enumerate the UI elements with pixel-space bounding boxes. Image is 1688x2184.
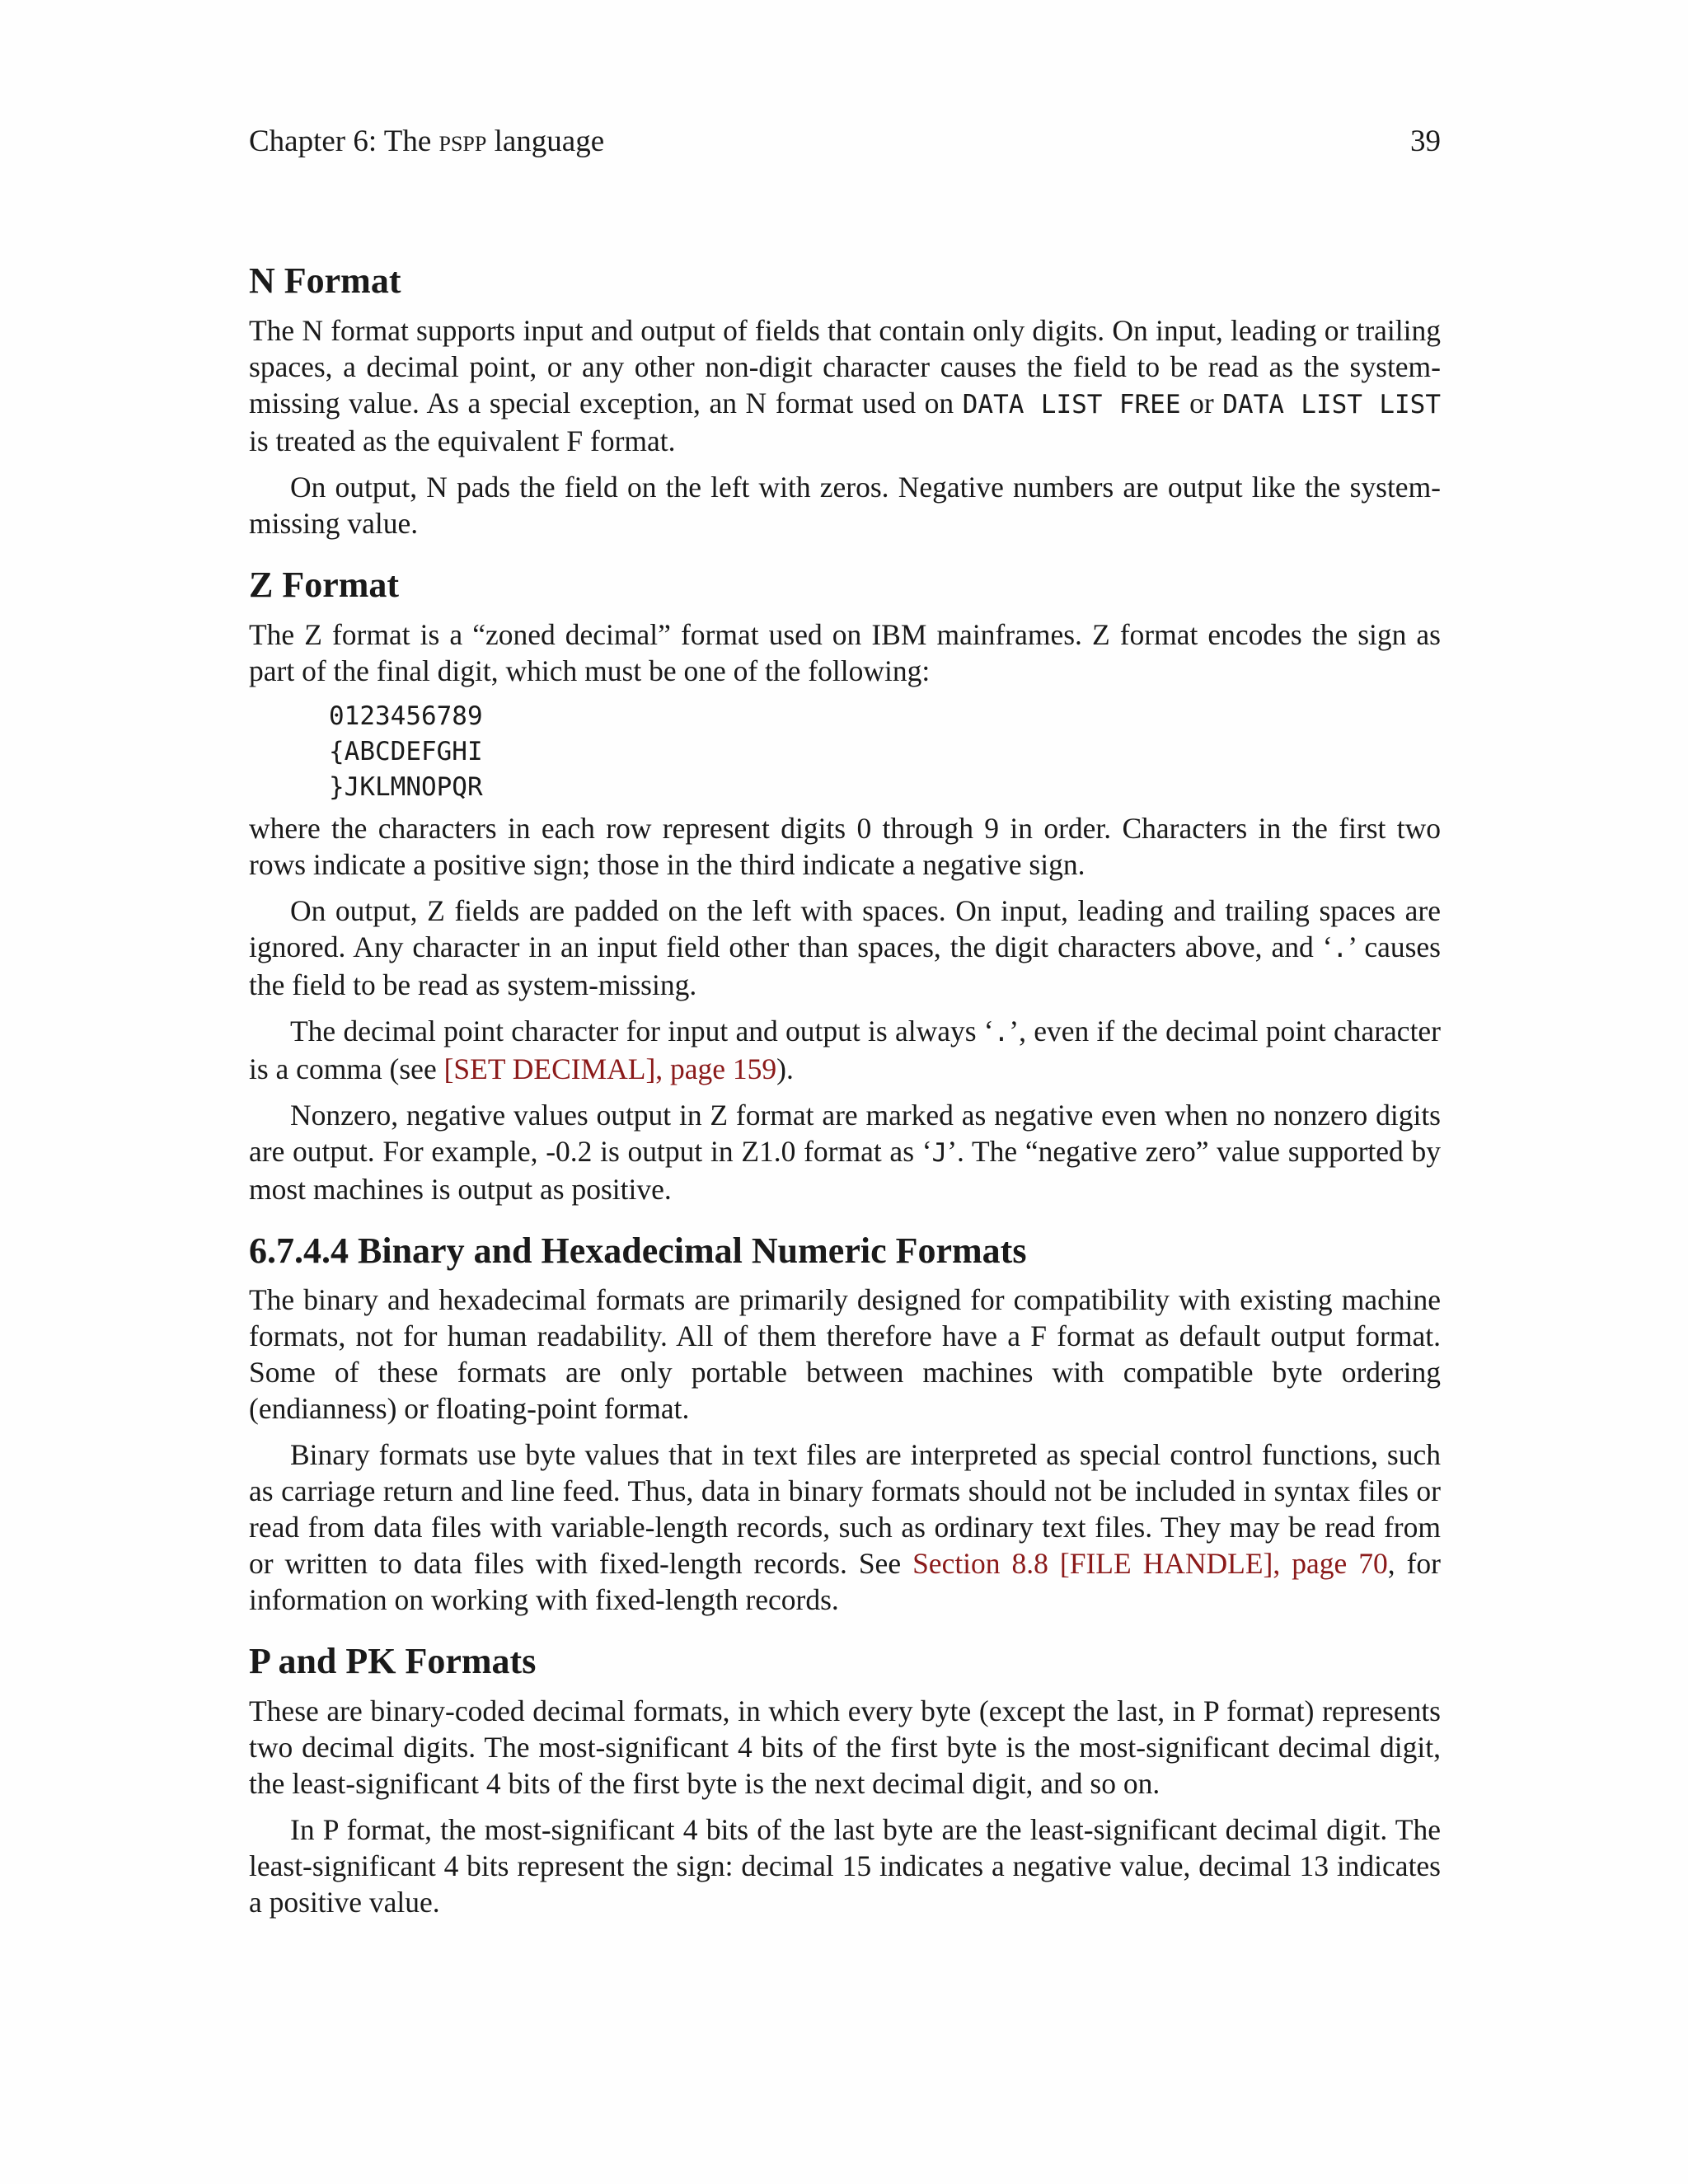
p-pk-format-heading: P and PK Formats — [249, 1641, 537, 1682]
code-line: {ABCDEFGHI — [329, 736, 483, 766]
n-format-paragraph-1: The N format supports input and output of fields that contain only digits. On input, leading or trailing spaces, a decimal point, or any other non-digit character causes the field to be read as the system-missing value. As a special exception, an N format used on DATA LIST FREE or DATA LIST LIST is treated as the equivalent F format. — [249, 313, 1441, 457]
zoned-digits-code-block — [329, 699, 1441, 805]
z-format-heading: Z Format — [249, 564, 400, 605]
chapter-pspp: pspp — [438, 124, 487, 158]
p-pk-paragraph-1: These are binary-coded decimal formats, in which every byte (except the last, in P format) represents two decimal digits. The most-significant 4 bits of the first byte is the most-significant decimal digit, the least-significant 4 bits of the first byte is the next decimal digit, and so on. — [249, 1694, 1441, 1800]
chapter-suffix: language — [486, 124, 605, 158]
chapter-prefix: Chapter 6: The — [249, 124, 439, 158]
p-pk-paragraph-2: In P format, the most-significant 4 bits of the last byte are the least-significant decimal digit. The least-significant 4 bits represent the sign: decimal 15 indicates a negative value, decimal 13 indicates a positive value. — [249, 1812, 1441, 1919]
chapter-title — [249, 124, 604, 160]
file-handle-link[interactable]: Section 8.8 [FILE HANDLE], page 70 — [912, 1547, 1388, 1581]
code-line: }JKLMNOPQR — [329, 771, 483, 802]
set-decimal-link[interactable]: [SET DECIMAL], page 159 — [443, 1052, 777, 1085]
page-number: 39 — [1410, 124, 1441, 158]
z-format-paragraph-2: where the characters in each row represent digits 0 through 9 in order. Characters in the first two rows indicate a positive sign; those in the third indicate a negative sign. — [249, 811, 1441, 881]
binary-paragraph-2: Binary formats use byte values that in text files are interpreted as special control functions, such as carriage return and line feed. Thus, data in binary formats should not be included in syntax files or read from data files with variable-length records, such as ordinary text files. They may be read from or written to data files with fixed-length records. See Section 8.8 [FILE HANDLE], page 70, for information on working with fixed-length records. — [249, 1438, 1441, 1617]
code-line: 0123456789 — [329, 701, 483, 731]
code-data-list-free: DATA LIST FREE — [962, 389, 1181, 419]
page — [249, 124, 1441, 1930]
running-head — [249, 124, 1441, 160]
code-data-list-list: DATA LIST LIST — [1222, 389, 1441, 419]
z-format-paragraph-4: The decimal point character for input and output is always ‘.’, even if the decimal point character is a comma (see [SET DECIMAL], page 159). — [249, 1014, 1442, 1085]
z-format-paragraph-1: The Z format is a “zoned decimal” format used on IBM mainframes. Z format encodes the sign as part of the final digit, which must be one of the following: — [249, 617, 1441, 687]
n-format-paragraph-2: On output, N pads the field on the left with zeros. Negative numbers are output like the system-missing value. — [249, 470, 1441, 540]
binary-hex-heading: 6.7.4.4 Binary and Hexadecimal Numeric Formats — [249, 1230, 1027, 1271]
z-format-paragraph-5: Nonzero, negative values output in Z format are marked as negative even when no nonzero digits are output. For example, -0.2 is output in Z1.0 format as ‘J’. The “negative zero” value supported by most machines is output as positive. — [249, 1098, 1441, 1206]
z-format-paragraph-3: On output, Z fields are padded on the left with spaces. On input, leading and trailing spaces are ignored. Any character in an input field other than spaces, the digit characters above, and ‘.’ causes the field to be read as system-missing. — [249, 893, 1441, 1001]
binary-paragraph-1: The binary and hexadecimal formats are primarily designed for compatibility with existing machine formats, not for human readability. All of them therefore have a F format as default output format. Some of these formats are only portable between machines with compatible byte ordering (endianness) or floating-point format. — [249, 1283, 1441, 1426]
n-format-heading: N Format — [249, 260, 401, 302]
